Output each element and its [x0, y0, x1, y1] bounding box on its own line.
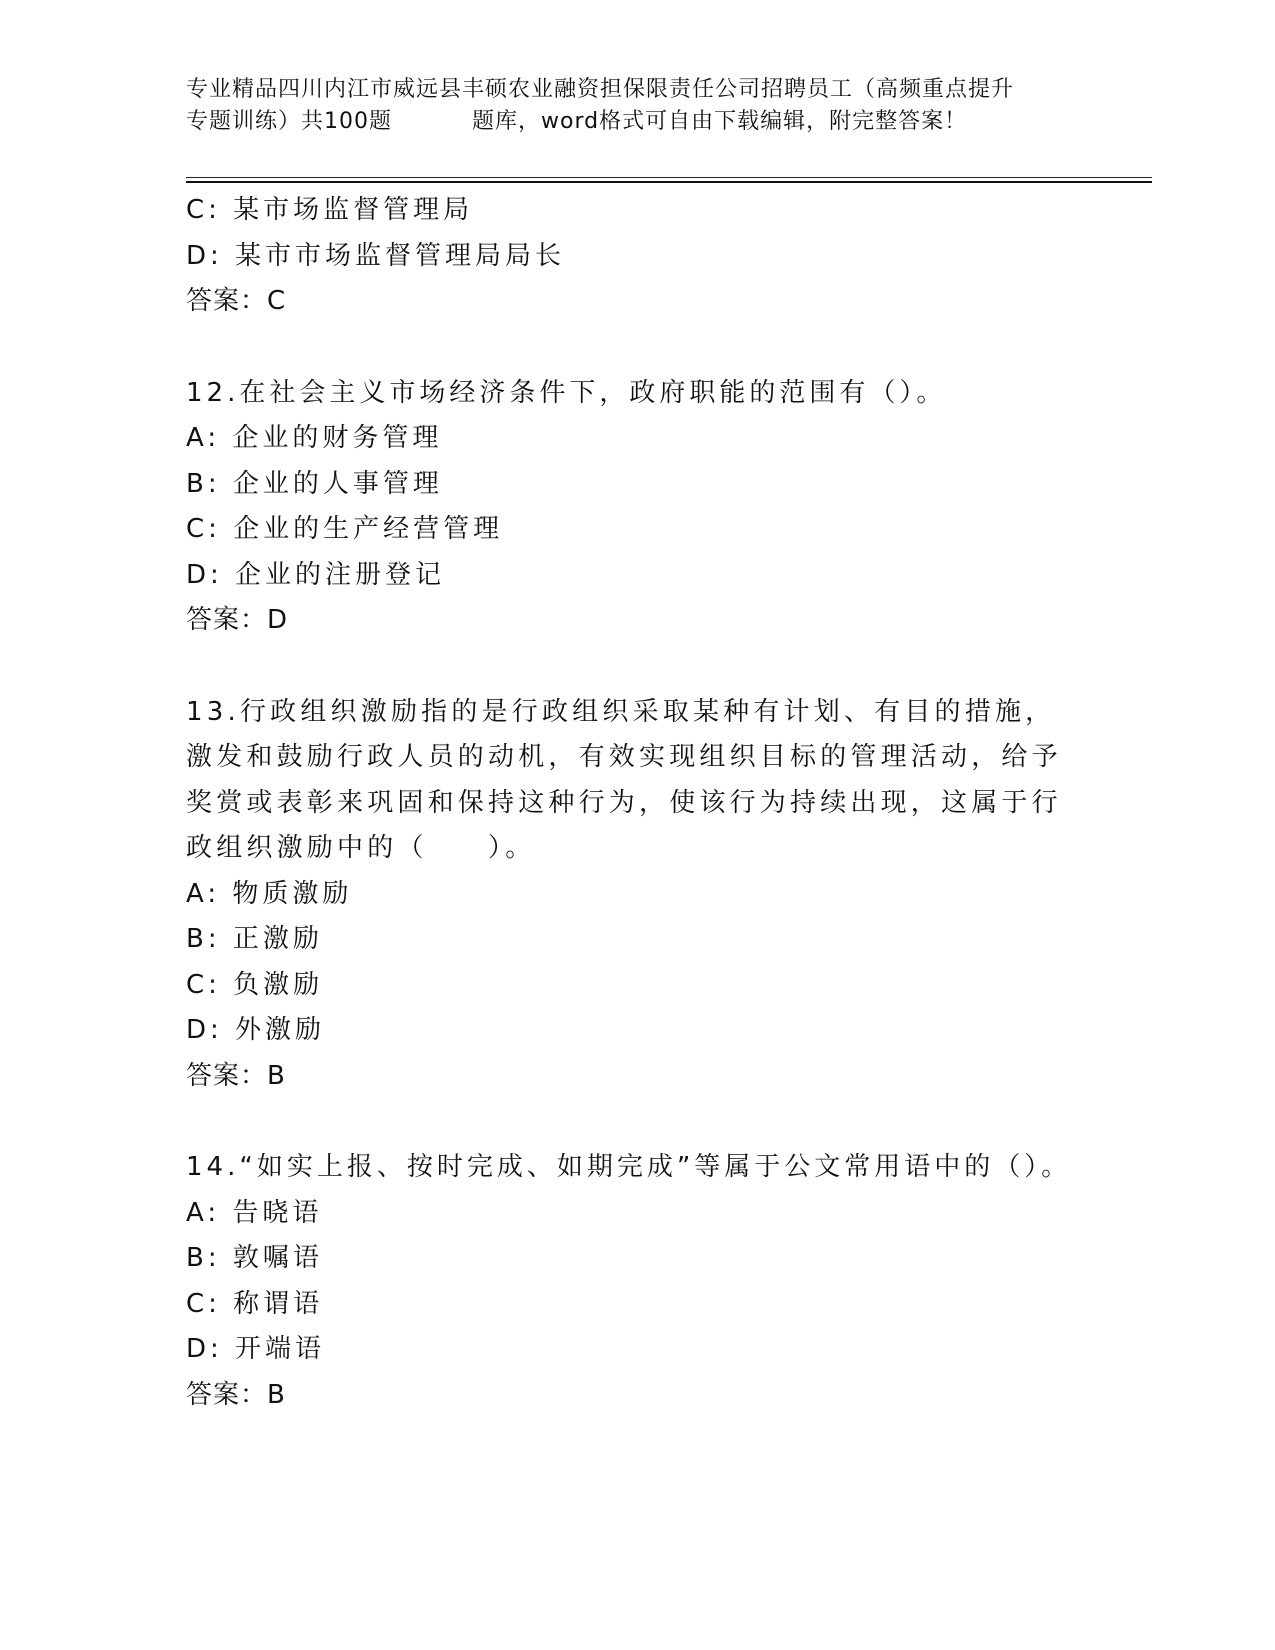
header-line-2-part-a: 专题训练）共100题 [186, 109, 392, 134]
option-b: B: 敦嘱语 [186, 1243, 323, 1273]
header-line-1: 专业精品四川内江市威远县丰硕农业融资担保限责任公司招聘员工（高频重点提升 [186, 77, 1015, 102]
question-block-prev [186, 188, 1086, 325]
option-d: D: 开端语 [186, 1334, 326, 1364]
question-stem: 14.“如实上报、按时完成、如期完成”等属于公文常用语中的（）。 [186, 1152, 1072, 1182]
question-block-14 [186, 1145, 1086, 1418]
header-line-2-part-b: 题库，word格式可自由下载编辑，附完整答案！ [472, 109, 968, 134]
option-d: D: 某市市场监督管理局局长 [186, 240, 566, 271]
option-a: A: 物质激励 [186, 878, 353, 909]
option-d: D: 外激励 [186, 1015, 326, 1045]
header-divider-thick [186, 181, 1152, 183]
question-stem: 12.在社会主义市场经济条件下，政府职能的范围有（）。 [186, 377, 947, 408]
option-d: D: 企业的注册登记 [186, 559, 446, 590]
header-line-2 [186, 106, 1086, 138]
option-c: C: 某市场监督管理局 [186, 195, 474, 225]
answer-line: 答案：B [186, 1060, 286, 1091]
answer-line: 答案：C [186, 286, 287, 316]
question-list [186, 188, 1086, 1418]
option-a: A: 告晓语 [186, 1197, 323, 1228]
option-a: A: 企业的财务管理 [186, 423, 443, 453]
question-block-12 [186, 371, 1086, 644]
answer-line: 答案：D [186, 605, 289, 635]
option-b: B: 企业的人事管理 [186, 468, 443, 499]
option-c: C: 负激励 [186, 969, 324, 1000]
option-b: B: 正激励 [186, 924, 323, 954]
question-block-13 [186, 690, 1086, 1100]
document-header [186, 74, 1086, 138]
answer-line: 答案：B [186, 1379, 286, 1410]
header-divider-thin [186, 177, 1152, 178]
option-c: C: 企业的生产经营管理 [186, 514, 504, 544]
option-c: C: 称谓语 [186, 1288, 324, 1319]
question-stem: 13.行政组织激励指的是行政组织采取某种有计划、有目的措施，激发和鼓励行政人员的动机，有效实现组织目标的管理活动，给予奖赏或表彰来巩固和保持这种行为，使该行为持续出现，这属于行政组织激励中的（ ）。 [186, 696, 1062, 863]
